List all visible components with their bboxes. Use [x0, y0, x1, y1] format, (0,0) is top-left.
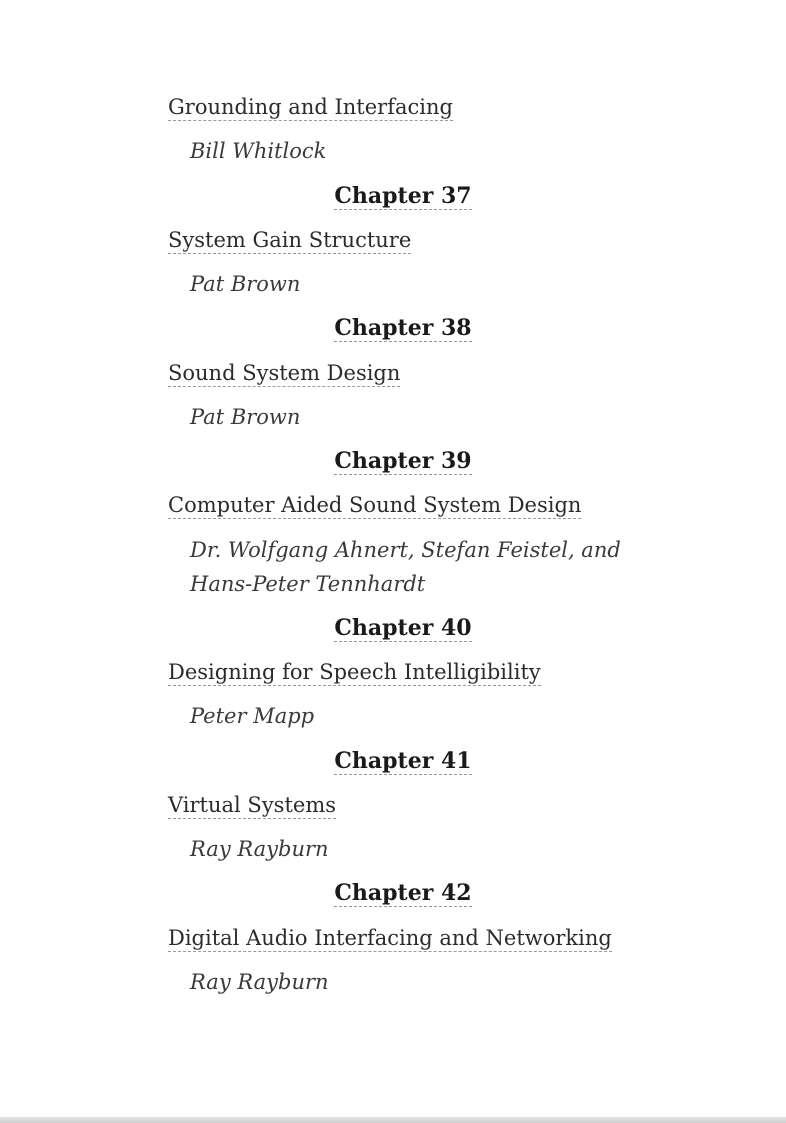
- toc-link-sound-system-design[interactable]: Sound System Design: [168, 361, 401, 385]
- toc-link-grounding-and-interfacing[interactable]: Grounding and Interfacing: [168, 95, 453, 119]
- author-ahnert-feistel-line2: Hans-Peter Tennhardt: [190, 572, 426, 596]
- chapter-38-link[interactable]: Chapter 38: [334, 315, 472, 341]
- toc-link-system-gain-structure[interactable]: System Gain Structure: [168, 228, 412, 252]
- toc-link-designing-for-speech-intelligibility[interactable]: Designing for Speech Intelligibility: [168, 660, 541, 684]
- chapter-41-link[interactable]: Chapter 41: [334, 748, 472, 774]
- chapter-heading-40: [0, 614, 786, 642]
- chapter-heading-39: [0, 447, 786, 475]
- bottom-scrollbar[interactable]: [0, 1117, 786, 1123]
- toc-link-digital-audio-interfacing-and-networking[interactable]: Digital Audio Interfacing and Networking: [168, 926, 612, 950]
- chapter-heading-41: [0, 747, 786, 775]
- author-bill-whitlock: Bill Whitlock: [190, 139, 327, 163]
- author-peter-mapp: Peter Mapp: [190, 704, 315, 728]
- toc-link-virtual-systems[interactable]: Virtual Systems: [168, 793, 337, 817]
- author-ray-rayburn-41: Ray Rayburn: [190, 837, 329, 861]
- chapter-heading-42: [0, 879, 786, 907]
- chapter-42-link[interactable]: Chapter 42: [334, 880, 472, 906]
- author-pat-brown-38: Pat Brown: [190, 405, 301, 429]
- chapter-39-link[interactable]: Chapter 39: [334, 448, 472, 474]
- chapter-37-link[interactable]: Chapter 37: [334, 183, 472, 209]
- chapter-40-link[interactable]: Chapter 40: [334, 615, 472, 641]
- chapter-heading-37: [0, 182, 786, 210]
- chapter-heading-38: [0, 314, 786, 342]
- toc-link-computer-aided-sound-system-design[interactable]: Computer Aided Sound System Design: [168, 493, 582, 517]
- author-ray-rayburn-42: Ray Rayburn: [190, 970, 329, 994]
- author-pat-brown-37: Pat Brown: [190, 272, 301, 296]
- author-ahnert-feistel-line1: Dr. Wolfgang Ahnert, Stefan Feistel, and: [190, 538, 621, 562]
